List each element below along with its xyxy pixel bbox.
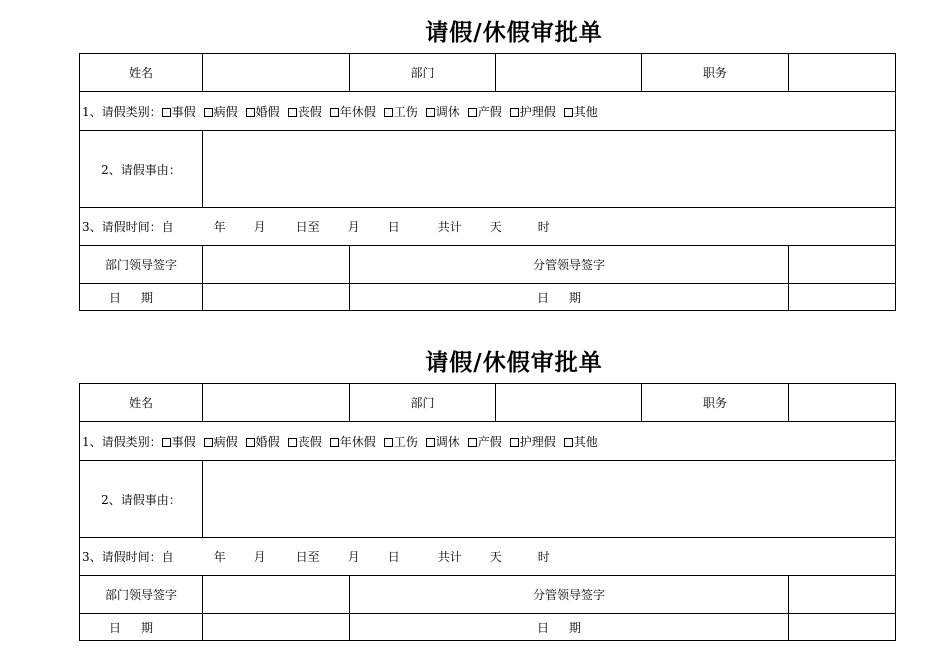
checkbox-icon[interactable] <box>162 438 171 447</box>
total-label: 共计 <box>437 220 462 234</box>
dept-leader-signature[interactable] <box>203 246 350 284</box>
checkbox-icon[interactable] <box>288 438 297 447</box>
option-label: 调休 <box>435 104 460 119</box>
checkbox-icon[interactable] <box>384 438 393 447</box>
checkbox-icon[interactable] <box>468 108 477 117</box>
time-prefix: 3、请假时间：自 <box>82 220 174 234</box>
form-title: 请假/休假审批单 <box>425 349 603 376</box>
leave-type-option[interactable] <box>204 435 238 449</box>
checkbox-icon[interactable] <box>426 438 435 447</box>
day-to-label: 日至 <box>295 220 320 234</box>
month-label: 月 <box>253 220 266 234</box>
option-label: 产假 <box>477 434 502 449</box>
reason-field[interactable] <box>203 461 896 538</box>
leave-form-1 <box>79 0 895 311</box>
leave-form-table <box>79 53 896 311</box>
month-label: 月 <box>253 550 266 564</box>
checkbox-icon[interactable] <box>468 438 477 447</box>
date-field-2[interactable] <box>789 614 896 641</box>
month2-label: 月 <box>347 220 360 234</box>
leave-type-option[interactable] <box>330 105 376 119</box>
name-label: 姓名 <box>80 384 203 422</box>
option-label: 病假 <box>213 434 238 449</box>
leave-type-option[interactable] <box>162 435 196 449</box>
leave-type-option[interactable] <box>246 435 280 449</box>
date-label: 日期 <box>80 284 203 311</box>
name-field[interactable] <box>203 54 350 92</box>
option-label: 护理假 <box>519 104 556 119</box>
leave-type-option[interactable] <box>288 435 322 449</box>
checkbox-icon[interactable] <box>204 438 213 447</box>
leave-type-option[interactable] <box>426 435 460 449</box>
leave-type-row <box>80 92 896 131</box>
leave-type-option[interactable] <box>330 435 376 449</box>
month2-label: 月 <box>347 550 360 564</box>
option-label: 病假 <box>213 104 238 119</box>
days-label: 天 <box>489 220 502 234</box>
mgr-leader-signature[interactable] <box>789 576 896 614</box>
name-label: 姓名 <box>80 54 203 92</box>
dept-label: 部门 <box>350 54 496 92</box>
checkbox-icon[interactable] <box>510 438 519 447</box>
leave-form-table <box>79 383 896 641</box>
option-label: 护理假 <box>519 434 556 449</box>
leave-type-option[interactable] <box>246 105 280 119</box>
position-label: 职务 <box>642 54 789 92</box>
option-label: 婚假 <box>255 434 280 449</box>
checkbox-icon[interactable] <box>246 108 255 117</box>
checkbox-icon[interactable] <box>204 108 213 117</box>
leave-type-option[interactable] <box>510 435 556 449</box>
reason-label: 2、请假事由： <box>80 131 203 208</box>
day2-label: 日 <box>387 220 400 234</box>
leave-type-option[interactable] <box>564 435 598 449</box>
total-label: 共计 <box>437 550 462 564</box>
checkbox-icon[interactable] <box>510 108 519 117</box>
position-label: 职务 <box>642 384 789 422</box>
option-label: 调休 <box>435 434 460 449</box>
leave-type-option[interactable] <box>468 435 502 449</box>
leave-type-option[interactable] <box>468 105 502 119</box>
dept-leader-signature[interactable] <box>203 576 350 614</box>
position-field[interactable] <box>789 384 896 422</box>
reason-label: 2、请假事由： <box>80 461 203 538</box>
hours-label: 时 <box>537 220 550 234</box>
leave-type-option[interactable] <box>288 105 322 119</box>
hours-label: 时 <box>537 550 550 564</box>
checkbox-icon[interactable] <box>384 108 393 117</box>
option-label: 事假 <box>171 434 196 449</box>
leave-time-row[interactable] <box>80 538 896 576</box>
checkbox-icon[interactable] <box>246 438 255 447</box>
position-field[interactable] <box>789 54 896 92</box>
option-label: 年休假 <box>339 104 376 119</box>
leave-type-option[interactable] <box>162 105 196 119</box>
checkbox-icon[interactable] <box>330 438 339 447</box>
dept-leader-label: 部门领导签字 <box>80 576 203 614</box>
year-label: 年 <box>213 220 226 234</box>
mgr-leader-label: 分管领导签字 <box>350 246 789 284</box>
checkbox-icon[interactable] <box>330 108 339 117</box>
checkbox-icon[interactable] <box>564 108 573 117</box>
date-label-2: 日期 <box>350 284 789 311</box>
leave-type-option[interactable] <box>564 105 598 119</box>
leave-type-option[interactable] <box>384 105 418 119</box>
leave-time-row[interactable] <box>80 208 896 246</box>
leave-type-label: 1、请假类别： <box>82 434 162 449</box>
date-field[interactable] <box>203 284 350 311</box>
option-label: 丧假 <box>297 434 322 449</box>
form-title: 请假/休假审批单 <box>425 19 603 46</box>
date-label-2: 日期 <box>350 614 789 641</box>
dept-label: 部门 <box>350 384 496 422</box>
leave-type-option[interactable] <box>510 105 556 119</box>
option-label: 年休假 <box>339 434 376 449</box>
leave-form-2 <box>79 330 895 641</box>
checkbox-icon[interactable] <box>162 108 171 117</box>
option-label: 产假 <box>477 104 502 119</box>
mgr-leader-label: 分管领导签字 <box>350 576 789 614</box>
option-label: 工伤 <box>393 104 418 119</box>
dept-field[interactable] <box>496 384 642 422</box>
checkbox-icon[interactable] <box>288 108 297 117</box>
option-label: 其他 <box>573 104 598 119</box>
days-label: 天 <box>489 550 502 564</box>
date-field[interactable] <box>203 614 350 641</box>
option-label: 其他 <box>573 434 598 449</box>
checkbox-icon[interactable] <box>564 438 573 447</box>
year-label: 年 <box>213 550 226 564</box>
date-label: 日期 <box>80 614 203 641</box>
leave-type-label: 1、请假类别： <box>82 104 162 119</box>
leave-type-option[interactable] <box>384 435 418 449</box>
dept-leader-label: 部门领导签字 <box>80 246 203 284</box>
time-prefix: 3、请假时间：自 <box>82 550 174 564</box>
reason-field[interactable] <box>203 131 896 208</box>
dept-field[interactable] <box>496 54 642 92</box>
leave-type-option[interactable] <box>426 105 460 119</box>
option-label: 工伤 <box>393 434 418 449</box>
leave-type-row <box>80 422 896 461</box>
checkbox-icon[interactable] <box>426 108 435 117</box>
option-label: 事假 <box>171 104 196 119</box>
option-label: 丧假 <box>297 104 322 119</box>
mgr-leader-signature[interactable] <box>789 246 896 284</box>
day2-label: 日 <box>387 550 400 564</box>
day-to-label: 日至 <box>295 550 320 564</box>
date-field-2[interactable] <box>789 284 896 311</box>
option-label: 婚假 <box>255 104 280 119</box>
leave-type-option[interactable] <box>204 105 238 119</box>
name-field[interactable] <box>203 384 350 422</box>
